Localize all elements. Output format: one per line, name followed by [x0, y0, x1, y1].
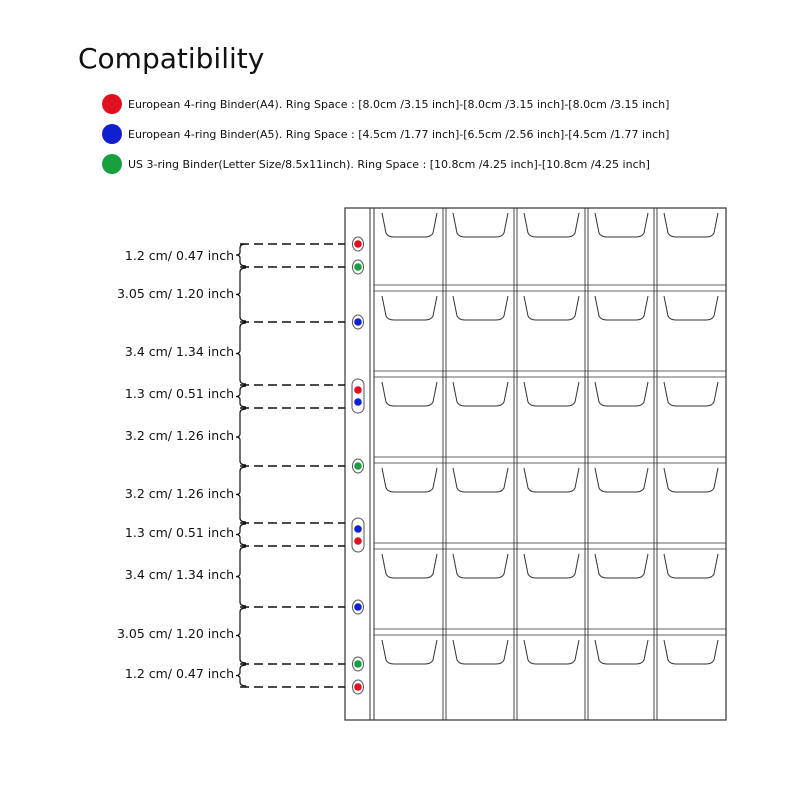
legend-text-us: US 3-ring Binder(Letter Size/8.5x11inch). Ring Space : [10.8cm /4.25 inch]-[10.8cm /4.25 inch]	[128, 157, 650, 171]
blue-dot-icon	[354, 398, 362, 406]
pocket-tab	[664, 554, 718, 578]
pocket-tab	[382, 213, 437, 237]
pocket-tab	[595, 640, 648, 664]
green-dot-icon	[354, 462, 362, 470]
pocket-tab	[524, 468, 579, 492]
pocket-tab	[524, 213, 579, 237]
dimension-brace	[236, 323, 246, 384]
dimension-label: 1.2 cm/ 0.47 inch	[124, 666, 234, 681]
pocket-tab	[453, 554, 508, 578]
dimension-label: 3.2 cm/ 1.26 inch	[124, 486, 234, 501]
punch-holes	[352, 237, 364, 694]
pocket-tab	[664, 382, 718, 406]
red-dot-icon	[354, 240, 362, 248]
dimension-brace	[236, 244, 246, 266]
pocket-tab	[453, 468, 508, 492]
pocket-tab	[595, 382, 648, 406]
green-dot-icon	[354, 263, 362, 271]
pocket-tab	[453, 213, 508, 237]
pocket-tab	[664, 213, 718, 237]
dimension-label: 3.05 cm/ 1.20 inch	[116, 286, 234, 301]
pocket-tab	[524, 382, 579, 406]
dimension-label: 3.4 cm/ 1.34 inch	[124, 567, 234, 582]
blue-dot-icon	[354, 318, 362, 326]
pocket-tab	[524, 640, 579, 664]
blue-dot-icon	[354, 603, 362, 611]
dimension-label: 3.4 cm/ 1.34 inch	[124, 344, 234, 359]
red-dot-icon	[354, 386, 362, 394]
dimension-brace	[236, 547, 246, 606]
dimension-brace	[236, 467, 246, 522]
legend-text-a4: European 4-ring Binder(A4). Ring Space : [8.0cm /3.15 inch]-[8.0cm /3.15 inch]-[8.0cm /3.15 inch]	[128, 97, 670, 111]
dimension-brace	[236, 608, 246, 663]
pocket-tab	[382, 554, 437, 578]
slot-outline	[352, 518, 364, 552]
pocket-tab	[453, 296, 508, 320]
dimension-brace	[236, 386, 246, 407]
dimension-label: 1.3 cm/ 0.51 inch	[124, 525, 234, 540]
pocket-tab	[664, 640, 718, 664]
pocket-tab	[595, 296, 648, 320]
pocket-tab	[382, 296, 437, 320]
blue-dot-icon	[354, 525, 362, 533]
pocket-tab	[595, 213, 648, 237]
dimension-brace	[236, 409, 246, 465]
dimension-label: 3.05 cm/ 1.20 inch	[116, 626, 234, 641]
pocket-tab	[453, 382, 508, 406]
red-dot-icon	[354, 537, 362, 545]
dimension-brace	[236, 524, 246, 545]
page-title: Compatibility	[78, 42, 265, 75]
pocket-tab	[524, 554, 579, 578]
pocket-tab	[382, 468, 437, 492]
slot-outline	[352, 379, 364, 413]
pocket-tab	[595, 554, 648, 578]
legend-text-a5: European 4-ring Binder(A5). Ring Space : [4.5cm /1.77 inch]-[6.5cm /2.56 inch]-[4.5cm /1.77 inch]	[128, 127, 670, 141]
pocket-sheet	[345, 208, 726, 720]
pocket-tab	[453, 640, 508, 664]
pocket-tab	[382, 640, 437, 664]
dimension-brace	[236, 268, 246, 321]
dimension-label: 1.2 cm/ 0.47 inch	[124, 248, 234, 263]
dimension-brace	[236, 665, 246, 686]
pocket-tab	[664, 296, 718, 320]
pocket-tab	[664, 468, 718, 492]
dimension-lines	[117, 244, 345, 687]
red-dot-icon	[354, 683, 362, 691]
green-dot-icon	[354, 660, 362, 668]
dimension-label: 3.2 cm/ 1.26 inch	[124, 428, 234, 443]
pocket-tab	[382, 382, 437, 406]
pocket-tab	[524, 296, 579, 320]
pocket-tab	[595, 468, 648, 492]
dimension-label: 1.3 cm/ 0.51 inch	[124, 386, 234, 401]
